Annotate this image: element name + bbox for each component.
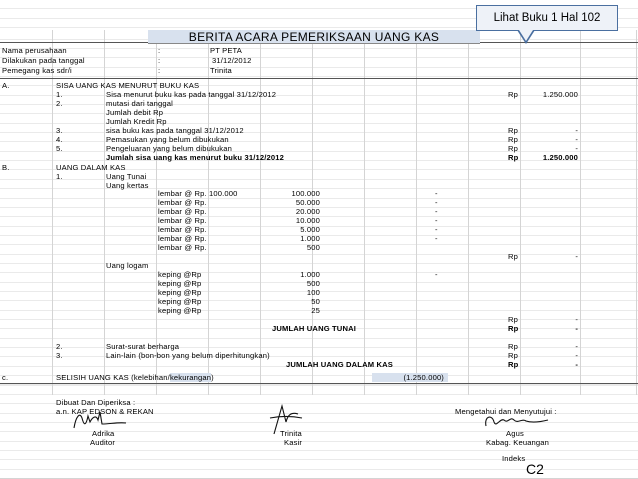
column-gridline [260,30,261,395]
denomination-total: - [435,198,438,207]
line-text: Uang Tunai [106,172,147,181]
section-heading: UANG DALAM KAS [56,163,126,172]
approved-by-label: Mengetahui dan Menyutujui : [455,407,557,416]
denomination-value: 500 [306,279,320,288]
amount: 1.250.000 [542,90,578,99]
currency: Rp [508,126,519,135]
denomination-total: - [435,189,438,198]
line-number: 3. [56,351,63,360]
line-text: mutasi dari tanggal [106,99,174,108]
currency: Rp [508,360,519,369]
total-label: JUMLAH UANG DALAM KAS [286,360,393,369]
amount: - [575,252,578,261]
line-text: Jumlah Kredit Rp [106,117,167,126]
denomination-total: - [435,216,438,225]
header-label: Dilakukan pada tanggal [2,56,85,65]
total-amount: - [575,360,578,369]
currency: Rp [508,135,519,144]
denomination-desc: lembar @ Rp. [158,207,207,216]
header-value: 31/12/2012 [212,56,252,65]
header-sep: : [158,56,161,65]
denomination-value: 100.000 [291,189,320,198]
denomination-total: - [435,270,438,279]
denomination-value: 50.000 [295,198,320,207]
total-amount: - [575,324,578,333]
signer-name: Trinita [280,429,302,438]
signer-role: Kabag. Keuangan [486,438,550,447]
denomination-desc: keping @Rp [158,279,202,288]
currency: Rp [508,324,519,333]
line-text: Lain-lain (bon-bon yang belum diperhitungkan) [106,351,270,360]
denomination-value: 1.000 [300,234,320,243]
column-gridline [520,30,521,395]
section-letter: B. [2,163,10,172]
column-gridline [636,30,637,395]
document-title: BERITA ACARA PEMERIKSAAN UANG KAS [148,30,480,44]
line-number: 1. [56,172,63,181]
line-text: Jumlah debit Rp [106,108,164,117]
denomination-value: 20.000 [295,207,320,216]
header-sep: : [158,46,161,55]
prepared-by-label: Dibuat Dan Diperiksa : [56,398,136,407]
index-code: C2 [526,461,544,477]
column-gridline [416,30,417,395]
total-amount: 1.250.000 [542,153,578,162]
index-label: Indeks [502,454,526,463]
total-label: JUMLAH UANG TUNAI [272,324,356,333]
currency: Rp [508,342,519,351]
line-text: Pemasukan yang belum dibukukan [106,135,229,144]
column-gridline [364,30,365,395]
currency: Rp [508,351,519,360]
amount: - [575,126,578,135]
line-number: 3. [56,126,63,135]
section-letter: A. [2,81,10,90]
denomination-value: 25 [311,306,320,315]
line-number: 1. [56,90,63,99]
column-gridline [208,30,209,395]
difference-amount: (1.250.000) [403,373,444,382]
currency: Rp [508,144,519,153]
section-letter: c. [2,373,9,382]
section-divider [0,78,638,79]
reference-callout: Lihat Buku 1 Hal 102 [476,5,618,31]
difference-label-highlight: kekurangan [169,373,212,382]
line-number: 5. [56,144,63,153]
amount: - [575,135,578,144]
line-text: Uang logam [106,261,149,270]
column-gridline [580,30,581,395]
amount: - [575,315,578,324]
signer-name: Agus [506,429,524,438]
column-gridline [52,30,53,395]
amount: - [575,342,578,351]
difference-label-pre: SELISIH UANG KAS (kelebihan/ [56,373,170,382]
denomination-desc: lembar @ Rp. [158,225,207,234]
denomination-total: - [435,225,438,234]
signer-role: Kasir [284,438,303,447]
denomination-value: 500 [306,243,320,252]
header-sep: : [158,66,161,75]
signer-role: Auditor [90,438,116,447]
denomination-desc: lembar @ Rp. [158,234,207,243]
line-number: 4. [56,135,63,144]
line-text: Sisa menurut buku kas pada tanggal 31/12/2012 [106,90,277,99]
line-number: 2. [56,342,63,351]
denomination-value: 1.000 [300,270,320,279]
amount: - [575,351,578,360]
section-divider [0,383,638,384]
currency: Rp [508,90,519,99]
line-text: sisa buku kas pada tanggal 31/12/2012 [106,126,244,135]
denomination-desc: lembar @ Rp. 100.000 [158,189,238,198]
denomination-value: 5.000 [300,225,320,234]
audit-firm: a.n. KAP EDSON & REKAN [56,407,154,416]
currency: Rp [508,315,519,324]
line-text: Surat-surat berharga [106,342,180,351]
line-text: Pengeluaran yang belum dibukukan [106,144,232,153]
callout-pointer-fill [519,30,533,41]
denomination-value: 10.000 [295,216,320,225]
currency: Rp [508,153,519,162]
denomination-desc: lembar @ Rp. [158,216,207,225]
denomination-value: 100 [306,288,320,297]
denomination-desc: keping @Rp [158,270,202,279]
amount: - [575,144,578,153]
difference-label-post: ) [211,373,214,382]
denomination-desc: keping @Rp [158,297,202,306]
header-label: Pemegang kas sdr/i [2,66,72,75]
denomination-total: - [435,234,438,243]
line-text: Uang kertas [106,181,149,190]
signer-name: Adrika [92,429,115,438]
header-value: Trinita [210,66,232,75]
currency: Rp [508,252,519,261]
header-label: Nama perusahaan [2,46,67,55]
header-value: PT PETA [210,46,242,55]
column-gridline [468,30,469,395]
total-label: Jumlah sisa uang kas menurut buku 31/12/2012 [106,153,284,162]
denomination-desc: keping @Rp [158,306,202,315]
denomination-desc: lembar @ Rp. [158,198,207,207]
denomination-desc: keping @Rp [158,288,202,297]
denomination-desc: lembar @ Rp. [158,243,207,252]
denomination-total: - [435,207,438,216]
difference-label [56,373,214,382]
denomination-value: 50 [311,297,320,306]
section-heading: SISA UANG KAS MENURUT BUKU KAS [56,81,200,90]
line-number: 2. [56,99,63,108]
